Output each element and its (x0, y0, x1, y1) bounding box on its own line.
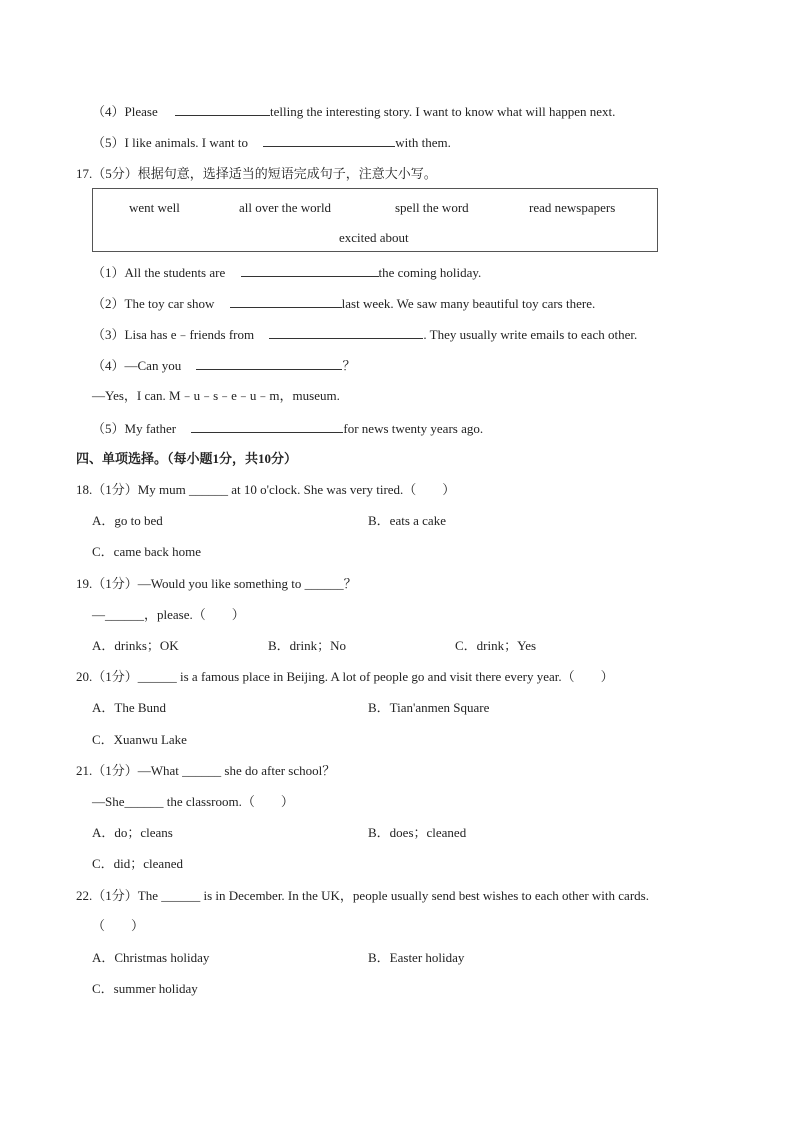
q22-line2: （ ） (92, 918, 145, 933)
q18-option-b[interactable]: B．eats a cake (368, 513, 446, 528)
q20-option-c[interactable]: C．Xuanwu Lake (92, 732, 187, 747)
word-option: excited about (339, 230, 409, 245)
answer-blank[interactable] (175, 103, 270, 116)
q18-option-c[interactable]: C．came back home (92, 544, 202, 559)
q17-item4-reply: —Yes，I can. M﹣u﹣s﹣e﹣u﹣m，museum. (92, 388, 340, 403)
answer-blank[interactable] (263, 134, 395, 147)
q22-option-a[interactable]: A．Christmas holiday (92, 950, 210, 965)
q19-stem: 19.（1分）—Would you like something to ______？ (76, 576, 357, 591)
word-option: read newspapers (529, 200, 616, 215)
q17-item4: （4）—Can you ？ (92, 358, 356, 373)
word-option: spell the word (395, 200, 469, 215)
word-bank-box (92, 188, 658, 252)
answer-blank[interactable] (191, 420, 343, 433)
q19-line2: —______，please.（ ） (92, 607, 245, 622)
q22-option-b[interactable]: B．Easter holiday (368, 950, 465, 965)
q22-option-c[interactable]: C．summer holiday (92, 981, 198, 996)
q16-item4: （4）Please telling the interesting story. I want to know what will happen next. (92, 104, 616, 119)
q22-stem: 22.（1分）The ______ is in December. In the UK，people usually send best wishes to each other with cards. (76, 888, 649, 903)
answer-blank[interactable] (241, 264, 379, 277)
answer-blank[interactable] (269, 326, 423, 339)
q18-option-a[interactable]: A．go to bed (92, 513, 163, 528)
q19-option-c[interactable]: C．drink；Yes (455, 638, 537, 653)
q19-option-b[interactable]: B．drink；No (268, 638, 347, 653)
answer-blank[interactable] (196, 357, 342, 370)
section-heading: 四、单项选择。（每小题1分，共10分） (76, 451, 298, 466)
q20-stem: 20.（1分）______ is a famous place in Beijing. A lot of people go and visit there every year.（ ） (76, 669, 614, 684)
q21-line2: —She______ the classroom.（ ） (92, 794, 294, 809)
q20-option-a[interactable]: A．The Bund (92, 700, 167, 715)
q21-option-c[interactable]: C．did；cleaned (92, 856, 183, 871)
q17-item1: （1）All the students are the coming holiday. (92, 265, 482, 280)
q18-stem: 18.（1分）My mum ______ at 10 o'clock. She was very tired.（ ） (76, 482, 456, 497)
answer-blank[interactable] (230, 295, 342, 308)
q20-option-b[interactable]: B．Tian'anmen Square (368, 700, 490, 715)
q17-item3: （3）Lisa has e﹣friends from . They usually write emails to each other. (92, 327, 638, 342)
q17-header: 17.（5分）根据句意，选择适当的短语完成句子，注意大小写。 (76, 166, 437, 181)
word-option: went well (129, 200, 180, 215)
q21-option-b[interactable]: B．does；cleaned (368, 825, 467, 840)
q19-option-a[interactable]: A．drinks；OK (92, 638, 179, 653)
q21-stem: 21.（1分）—What ______ she do after school？ (76, 763, 336, 778)
q16-item5: （5）I like animals. I want to with them. (92, 135, 451, 150)
q21-option-a[interactable]: A．do；cleans (92, 825, 173, 840)
q17-item2: （2）The toy car show last week. We saw many beautiful toy cars there. (92, 296, 596, 311)
word-option: all over the world (239, 200, 332, 215)
q17-item5: （5）My father for news twenty years ago. (92, 421, 484, 436)
